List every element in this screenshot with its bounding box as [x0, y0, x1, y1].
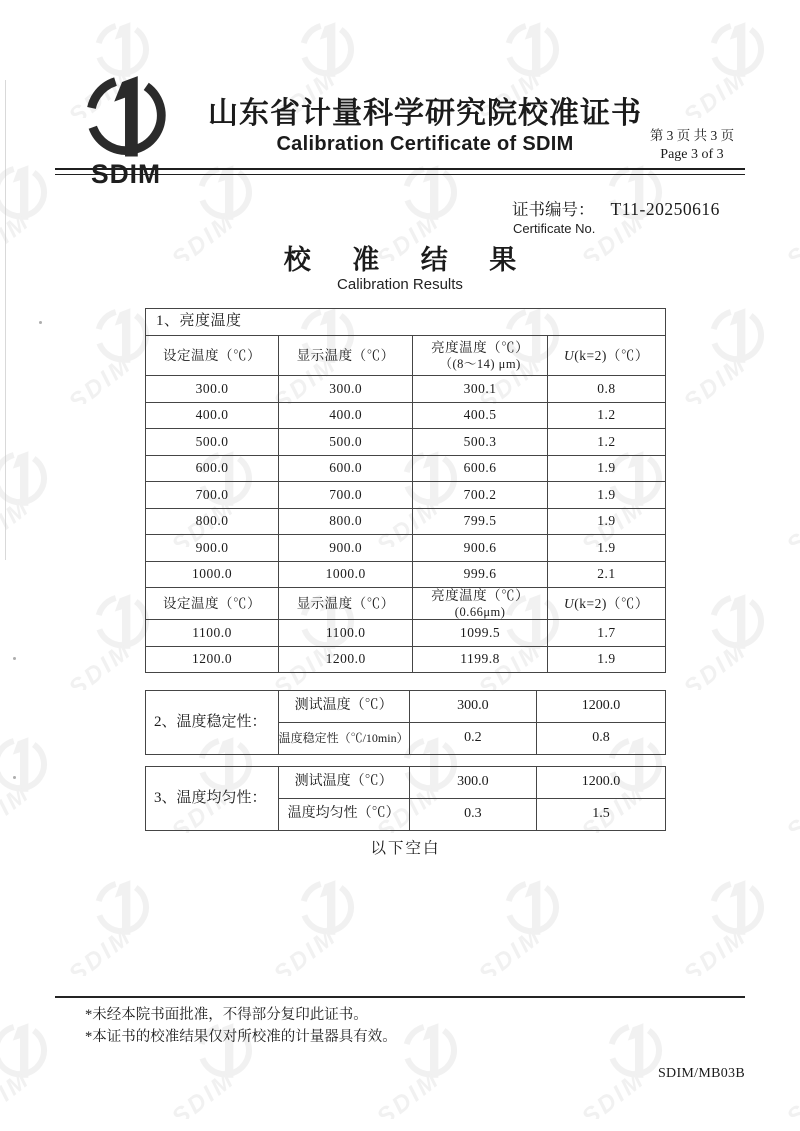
table-row: [146, 376, 666, 403]
table-cell: 700.0: [279, 482, 413, 509]
table-row: [146, 620, 666, 647]
table-cell: 1100.0: [146, 620, 279, 647]
sdim-logo: [74, 70, 178, 195]
table-cell: 300.0: [279, 376, 413, 403]
table-header-row: [146, 588, 666, 620]
table-row: [146, 767, 666, 799]
table-row: [146, 508, 666, 535]
table2-title: 2、温度稳定性：: [146, 691, 279, 755]
sdim-watermark: [677, 304, 777, 404]
table-cell: 300.0: [409, 767, 536, 799]
sdim-watermark: [780, 447, 800, 547]
uncertainty-header: [547, 588, 665, 620]
set-temp-header: 设定温度（℃）: [146, 588, 279, 620]
uncertainty-rest: (k=2)（℃）: [574, 595, 649, 611]
table-cell: 1.9: [547, 535, 665, 562]
results-title-zh: 校 准 结 果: [283, 245, 534, 275]
table-cell: 900.6: [413, 535, 548, 562]
sdim-watermark: [0, 1019, 60, 1119]
table-row: [146, 535, 666, 562]
table-cell: 900.0: [146, 535, 279, 562]
table-cell: 300.0: [146, 376, 279, 403]
table-cell: 1000.0: [279, 561, 413, 588]
temperature-uniformity-table: [145, 766, 666, 831]
sdim-watermark: [780, 1019, 800, 1119]
sdim-watermark: [677, 876, 777, 976]
uncertainty-symbol: U: [564, 347, 575, 363]
scan-speck: [13, 657, 16, 660]
table-cell: 1200.0: [279, 646, 413, 673]
page-number: [633, 126, 751, 164]
table-cell: 500.0: [279, 429, 413, 456]
luminance-temp-header-sub: (0.66μm): [454, 604, 506, 619]
table-cell: 400.5: [413, 402, 548, 429]
table-cell: 1.9: [547, 455, 665, 482]
table-cell: 400.0: [279, 402, 413, 429]
sdim-watermark: [780, 733, 800, 833]
scan-speck: [13, 776, 16, 779]
sdim-watermark: [0, 447, 60, 547]
table-row: [146, 402, 666, 429]
scan-edge-artifact: [5, 80, 6, 560]
sdim-watermark: [677, 18, 777, 118]
sdim-watermark: [0, 733, 60, 833]
sdim-watermark: [267, 876, 367, 976]
certificate-number: [512, 196, 720, 220]
test-temp-label: 测试温度（℃）: [278, 767, 409, 799]
luminance-temp-header: [413, 588, 548, 620]
table-cell: 1.9: [547, 482, 665, 509]
table-cell: 1199.8: [413, 646, 548, 673]
table1-header-b: [146, 588, 666, 620]
table-cell: 1100.0: [279, 620, 413, 647]
sdim-watermark: [677, 590, 777, 690]
test-temp-label: 测试温度（℃）: [278, 691, 409, 723]
luminance-temp-header-main: 亮度温度（℃）: [431, 340, 530, 356]
table-cell: 300.0: [409, 691, 536, 723]
uncertainty-rest: (k=2)（℃）: [574, 347, 649, 363]
table-cell: 1.9: [547, 646, 665, 673]
table-cell: 1200.0: [146, 646, 279, 673]
table-cell: 700.0: [146, 482, 279, 509]
table-cell: 500.3: [413, 429, 548, 456]
table1-header-a: [146, 336, 666, 376]
table-cell: 600.6: [413, 455, 548, 482]
table-cell: 0.3: [409, 799, 536, 831]
table-cell: 1.5: [537, 799, 666, 831]
logo-text: SDIM: [90, 158, 162, 189]
table-cell: 600.0: [146, 455, 279, 482]
sdim-watermark: [472, 876, 572, 976]
footer-note: *本证书的校准结果仅对所校准的计量器具有效。: [85, 1028, 397, 1045]
table-cell: 999.6: [413, 561, 548, 588]
table-cell: 2.1: [547, 561, 665, 588]
table-cell: 800.0: [146, 508, 279, 535]
display-temp-header: 显示温度（℃）: [279, 588, 413, 620]
table-cell: 799.5: [413, 508, 548, 535]
display-temp-header: 显示温度（℃）: [279, 336, 413, 376]
table-cell: 0.2: [409, 723, 536, 755]
temperature-stability-table: [145, 690, 666, 755]
uncertainty-symbol: U: [564, 595, 575, 611]
table1-rows-b: [146, 620, 666, 673]
scan-speck: [39, 321, 42, 324]
certificate-number-value: T11-20250616: [610, 199, 720, 219]
uncertainty-header: [547, 336, 665, 376]
table-row: [146, 561, 666, 588]
table-cell: 0.8: [537, 723, 666, 755]
table-cell: 1200.0: [537, 767, 666, 799]
luminance-temp-header: [413, 336, 548, 376]
table-cell: 0.8: [547, 376, 665, 403]
table1-rows-a: [146, 376, 666, 588]
sdim-watermark: [62, 876, 162, 976]
page-number-zh: 第 3 页 共 3 页: [649, 128, 735, 143]
table-cell: 1099.5: [413, 620, 548, 647]
footer-rule: [55, 996, 745, 998]
table-cell: 600.0: [279, 455, 413, 482]
table-cell: 700.2: [413, 482, 548, 509]
table-cell: 1200.0: [537, 691, 666, 723]
table-cell: 1.7: [547, 620, 665, 647]
page-number-en: Page 3 of 3: [660, 147, 724, 162]
table-cell: 1.2: [547, 429, 665, 456]
table-row: [146, 455, 666, 482]
footer-note: *未经本院书面批准，不得部分复印此证书。: [85, 1007, 368, 1023]
table3-title: 3、温度均匀性：: [146, 767, 279, 831]
set-temp-header: 设定温度（℃）: [146, 336, 279, 376]
blank-below-note: 以下空白: [370, 840, 441, 857]
table-row: [146, 691, 666, 723]
uniformity-label: 温度均匀性（℃）: [278, 799, 409, 831]
luminance-temp-header-main: 亮度温度（℃）: [431, 588, 530, 604]
form-code: SDIM/MB03B: [657, 1066, 745, 1081]
header-title-zh: 山东省计量科学研究院校准证书: [208, 97, 642, 130]
header-double-rule: [55, 168, 745, 175]
table-cell: 1000.0: [146, 561, 279, 588]
table-cell: 500.0: [146, 429, 279, 456]
luminance-temperature-table: [145, 308, 666, 673]
table-cell: 900.0: [279, 535, 413, 562]
table-cell: 400.0: [146, 402, 279, 429]
certificate-number-label-en: Certificate No.: [513, 221, 596, 236]
header-title-en: Calibration Certificate of SDIM: [276, 133, 574, 155]
table1-title-row: [146, 309, 666, 336]
table-row: [146, 646, 666, 673]
table-cell: 300.1: [413, 376, 548, 403]
table-header-row: [146, 336, 666, 376]
luminance-temp-header-sub: （(8～14) μm): [439, 356, 521, 371]
table-row: [146, 482, 666, 509]
table-cell: 800.0: [279, 508, 413, 535]
stability-label: 温度稳定性（℃/10min）: [278, 723, 409, 755]
table-row: [146, 429, 666, 456]
table1-title: 1、亮度温度: [146, 309, 666, 336]
table-cell: 1.9: [547, 508, 665, 535]
certificate-number-label: 证书编号：: [512, 200, 595, 219]
table-cell: 1.2: [547, 402, 665, 429]
footer-notes: [85, 1005, 397, 1048]
results-title-en: Calibration Results: [337, 276, 463, 293]
